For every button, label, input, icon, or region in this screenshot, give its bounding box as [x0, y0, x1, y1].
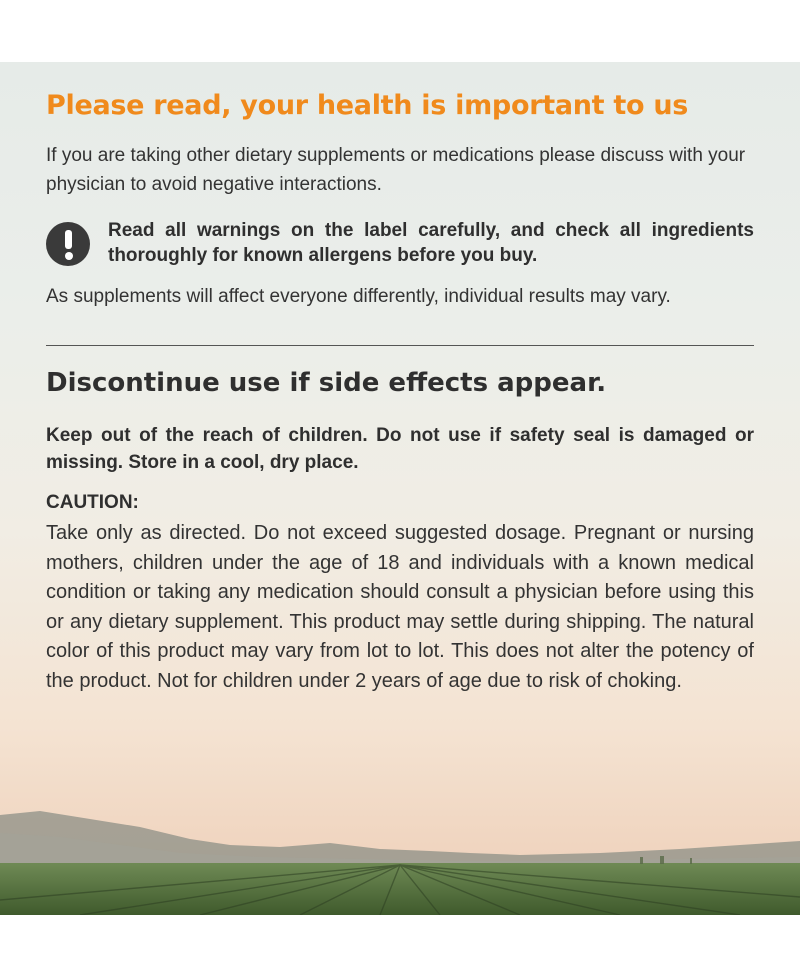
divider: [46, 345, 754, 346]
exclamation-icon: [46, 222, 90, 266]
caution-heading: CAUTION:: [46, 492, 139, 513]
results-note: As supplements will affect everyone differently, individual results may vary.: [46, 286, 671, 307]
warning-text: Read all warnings on the label carefully, and check all ingredients thoroughly for known allergens before you buy.: [108, 220, 754, 266]
storage-note: Keep out of the reach of children. Do not use if safety seal is damaged or missing. Store in a cool, dry place.: [46, 425, 754, 473]
headline: Please read, your health is important to us: [46, 90, 689, 121]
caution-body: Take only as directed. Do not exceed suggested dosage. Pregnant or nursing mothers, children under the age of 18 and individuals with a known medical condition or taking any medication should consult a physician before using this or any dietary supplement. This product may settle during shipping. The natural color of this product may vary from lot to lot. This does not alter the potency of the product. Not for children under 2 years of age due to risk of choking.: [46, 522, 754, 692]
farm-landscape-image: [0, 805, 800, 915]
intro-text: If you are taking other dietary supplements or medications please discuss with your physician to avoid negative interactions.: [46, 145, 746, 195]
info-panel: [0, 62, 800, 915]
warning-block: [46, 218, 754, 270]
discontinue-heading: Discontinue use if side effects appear.: [46, 368, 607, 398]
